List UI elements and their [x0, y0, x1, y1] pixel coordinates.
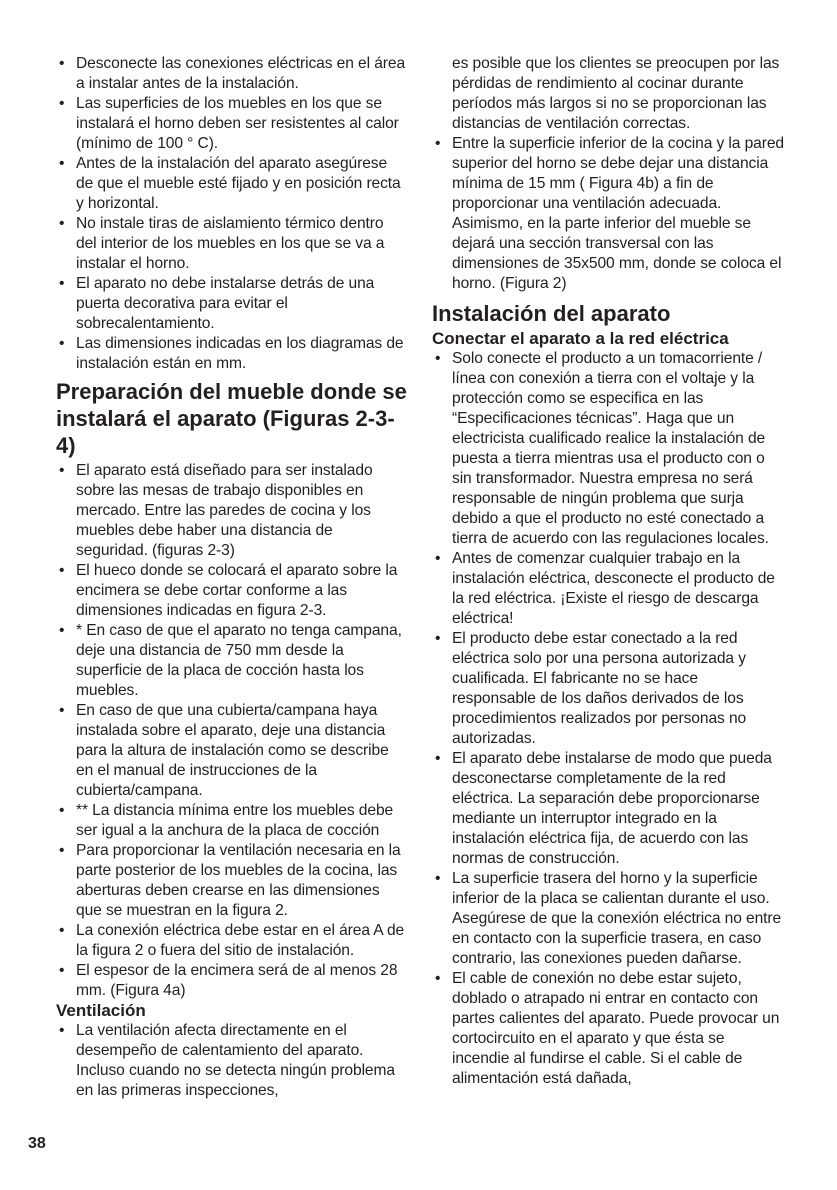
bullet-item	[56, 921, 408, 961]
bullet-text: Antes de la instalación del aparato asegúrese de que el mueble esté fijado y en posición recta y horizontal.	[76, 155, 401, 212]
bullet-icon: •	[59, 802, 65, 819]
bullet-item	[56, 961, 408, 1001]
bullet-item	[432, 969, 784, 1089]
bullet-item	[56, 154, 408, 214]
bullet-text: Las superficies de los muebles en los que se instalará el horno deben ser resistentes al calor (mínimo de 100 ° C).	[76, 95, 399, 152]
bullet-icon: •	[59, 462, 65, 479]
bullet-text: La superficie trasera del horno y la superficie inferior de la placa se calientan durante el uso. Asegúrese de que la conexión eléctrica no entre en contacto con la superficie trasera, en caso contrario, las conexiones pueden dañarse.	[452, 870, 782, 967]
bullet-icon: •	[59, 922, 65, 939]
bullet-icon: •	[59, 215, 65, 232]
bullet-item	[56, 94, 408, 154]
bullet-item	[432, 869, 784, 969]
bullet-icon: •	[59, 962, 65, 979]
bullet-item	[56, 54, 408, 94]
bullet-item	[56, 274, 408, 334]
bullet-item	[432, 134, 784, 294]
bullet-text: El hueco donde se colocará el aparato sobre la encimera se debe cortar conforme a las dimensiones indicadas en figura 2-3.	[76, 562, 398, 619]
bullet-icon: •	[435, 350, 441, 367]
bullet-text: ** La distancia mínima entre los muebles debe ser igual a la anchura de la placa de cocción	[76, 802, 394, 839]
bullet-item	[56, 561, 408, 621]
bullet-text: La ventilación afecta directamente en el desempeño de calentamiento del aparato. Incluso cuando no se detecta ningún problema en las primeras inspecciones,	[76, 1022, 395, 1099]
bullet-text: El aparato está diseñado para ser instalado sobre las mesas de trabajo disponibles en mercado. Entre las paredes de cocina y los muebles debe haber una distancia de seguridad. (figuras 2-3)	[76, 462, 373, 559]
bullet-icon: •	[435, 750, 441, 767]
bullet-item	[56, 1021, 408, 1101]
bullet-text: * En caso de que el aparato no tenga campana, deje una distancia de 750 mm desde la superficie de la placa de cocción hasta los muebles.	[76, 622, 402, 699]
installation-bullet-list	[432, 349, 784, 1089]
bullet-item	[432, 349, 784, 549]
bullet-icon: •	[435, 630, 441, 647]
bullet-item	[432, 549, 784, 629]
ventilation-bullet-list	[56, 1021, 408, 1101]
bullet-item	[432, 629, 784, 749]
preparation-bullet-list	[56, 461, 408, 1001]
bullet-icon: •	[59, 622, 65, 639]
bullet-icon: •	[59, 562, 65, 579]
bullet-text: El espesor de la encimera será de al menos 28 mm. (Figura 4a)	[76, 962, 398, 999]
intro-bullet-list	[56, 54, 408, 374]
bullet-icon: •	[435, 970, 441, 987]
section-heading-installation: Instalación del aparato	[432, 301, 671, 326]
left-column	[56, 54, 408, 1101]
ventilation-heading: Ventilación	[56, 1001, 146, 1020]
bullet-text: Solo conecte el producto a un tomacorriente / línea con conexión a tierra con el voltaje y la protección como se especifica en las “Especificaciones técnicas”. Haga que un electricista cualificado realice la instalación de puesta a tierra mientras usa el producto con o sin transformador. Nuestra empresa no será responsable de ningún problema que surja debido a que el producto no esté conectado a tierra de acuerdo con las regulaciones locales.	[452, 350, 769, 547]
bullet-icon: •	[59, 55, 65, 72]
bullet-icon: •	[435, 870, 441, 887]
bullet-text: El aparato debe instalarse de modo que pueda desconectarse completamente de la red eléctrica. La separación debe proporcionarse mediante un interruptor integrado en la instalación eléctrica fija, de acuerdo con las normas de construcción.	[452, 750, 772, 867]
bullet-text: En caso de que una cubierta/campana haya instalada sobre el aparato, deje una distancia para la altura de instalación como se describe en el manual de instrucciones de la cubierta/campana.	[76, 702, 389, 799]
bullet-icon: •	[59, 275, 65, 292]
ventilation-continued-bullet-list	[432, 134, 784, 294]
page-number: 38	[28, 1135, 46, 1152]
bullet-icon: •	[59, 702, 65, 719]
bullet-icon: •	[59, 1022, 65, 1039]
bullet-icon: •	[435, 550, 441, 567]
continuation-paragraph: es posible que los clientes se preocupen por las pérdidas de rendimiento al cocinar durante períodos más largos si no se proporcionan las distancias de ventilación correctas.	[452, 55, 780, 132]
bullet-item	[56, 334, 408, 374]
bullet-item	[56, 214, 408, 274]
right-column	[432, 54, 784, 1089]
bullet-icon: •	[59, 95, 65, 112]
bullet-text: Antes de comenzar cualquier trabajo en la instalación eléctrica, desconecte el producto de la red eléctrica. ¡Existe el riesgo de descarga eléctrica!	[452, 550, 775, 627]
bullet-text: La conexión eléctrica debe estar en el área A de la figura 2 o fuera del sitio de instalación.	[76, 922, 405, 959]
bullet-icon: •	[59, 335, 65, 352]
bullet-item	[56, 621, 408, 701]
section-heading-preparation: Preparación del mueble donde se instalará el aparato (Figuras 2-3-4)	[56, 379, 407, 458]
bullet-icon: •	[435, 135, 441, 152]
bullet-text: Las dimensiones indicadas en los diagramas de instalación están en mm.	[76, 335, 404, 372]
bullet-item	[56, 701, 408, 801]
bullet-icon: •	[59, 155, 65, 172]
bullet-icon: •	[59, 842, 65, 859]
bullet-text: El aparato no debe instalarse detrás de una puerta decorativa para evitar el sobrecalentamiento.	[76, 275, 375, 332]
bullet-text: Desconecte las conexiones eléctricas en el área a instalar antes de la instalación.	[76, 55, 406, 92]
bullet-text: No instale tiras de aislamiento térmico dentro del interior de los muebles en los que se va a instalar el horno.	[76, 215, 385, 272]
bullet-item	[56, 841, 408, 921]
bullet-text: El cable de conexión no debe estar sujeto, doblado o atrapado ni entrar en contacto con partes calientes del aparato. Puede provocar un cortocircuito en el aparato y que ésta se incendie al fundirse el cable. Si el cable de alimentación está dañada,	[452, 970, 780, 1087]
bullet-text: Entre la superficie inferior de la cocina y la pared superior del horno se debe dejar una distancia mínima de 15 mm ( Figura 4b) a fin de proporcionar una ventilación adecuada. Asimismo, en la parte inferior del mueble se dejará una sección transversal con las dimensiones de 35x500 mm, donde se coloca el horno. (Figura 2)	[452, 135, 784, 292]
bullet-item	[56, 461, 408, 561]
bullet-text: El producto debe estar conectado a la red eléctrica solo por una persona autorizada y cualificada. El fabricante no se hace responsable de los daños derivados de los procedimientos realizados por personas no autorizadas.	[452, 630, 747, 747]
bullet-item	[432, 749, 784, 869]
subheading-electrical-connection: Conectar el aparato a la red eléctrica	[432, 329, 729, 348]
bullet-item	[56, 801, 408, 841]
bullet-text: Para proporcionar la ventilación necesaria en la parte posterior de los muebles de la cocina, las aberturas deben crearse en las dimensiones que se muestran en la figura 2.	[76, 842, 401, 919]
